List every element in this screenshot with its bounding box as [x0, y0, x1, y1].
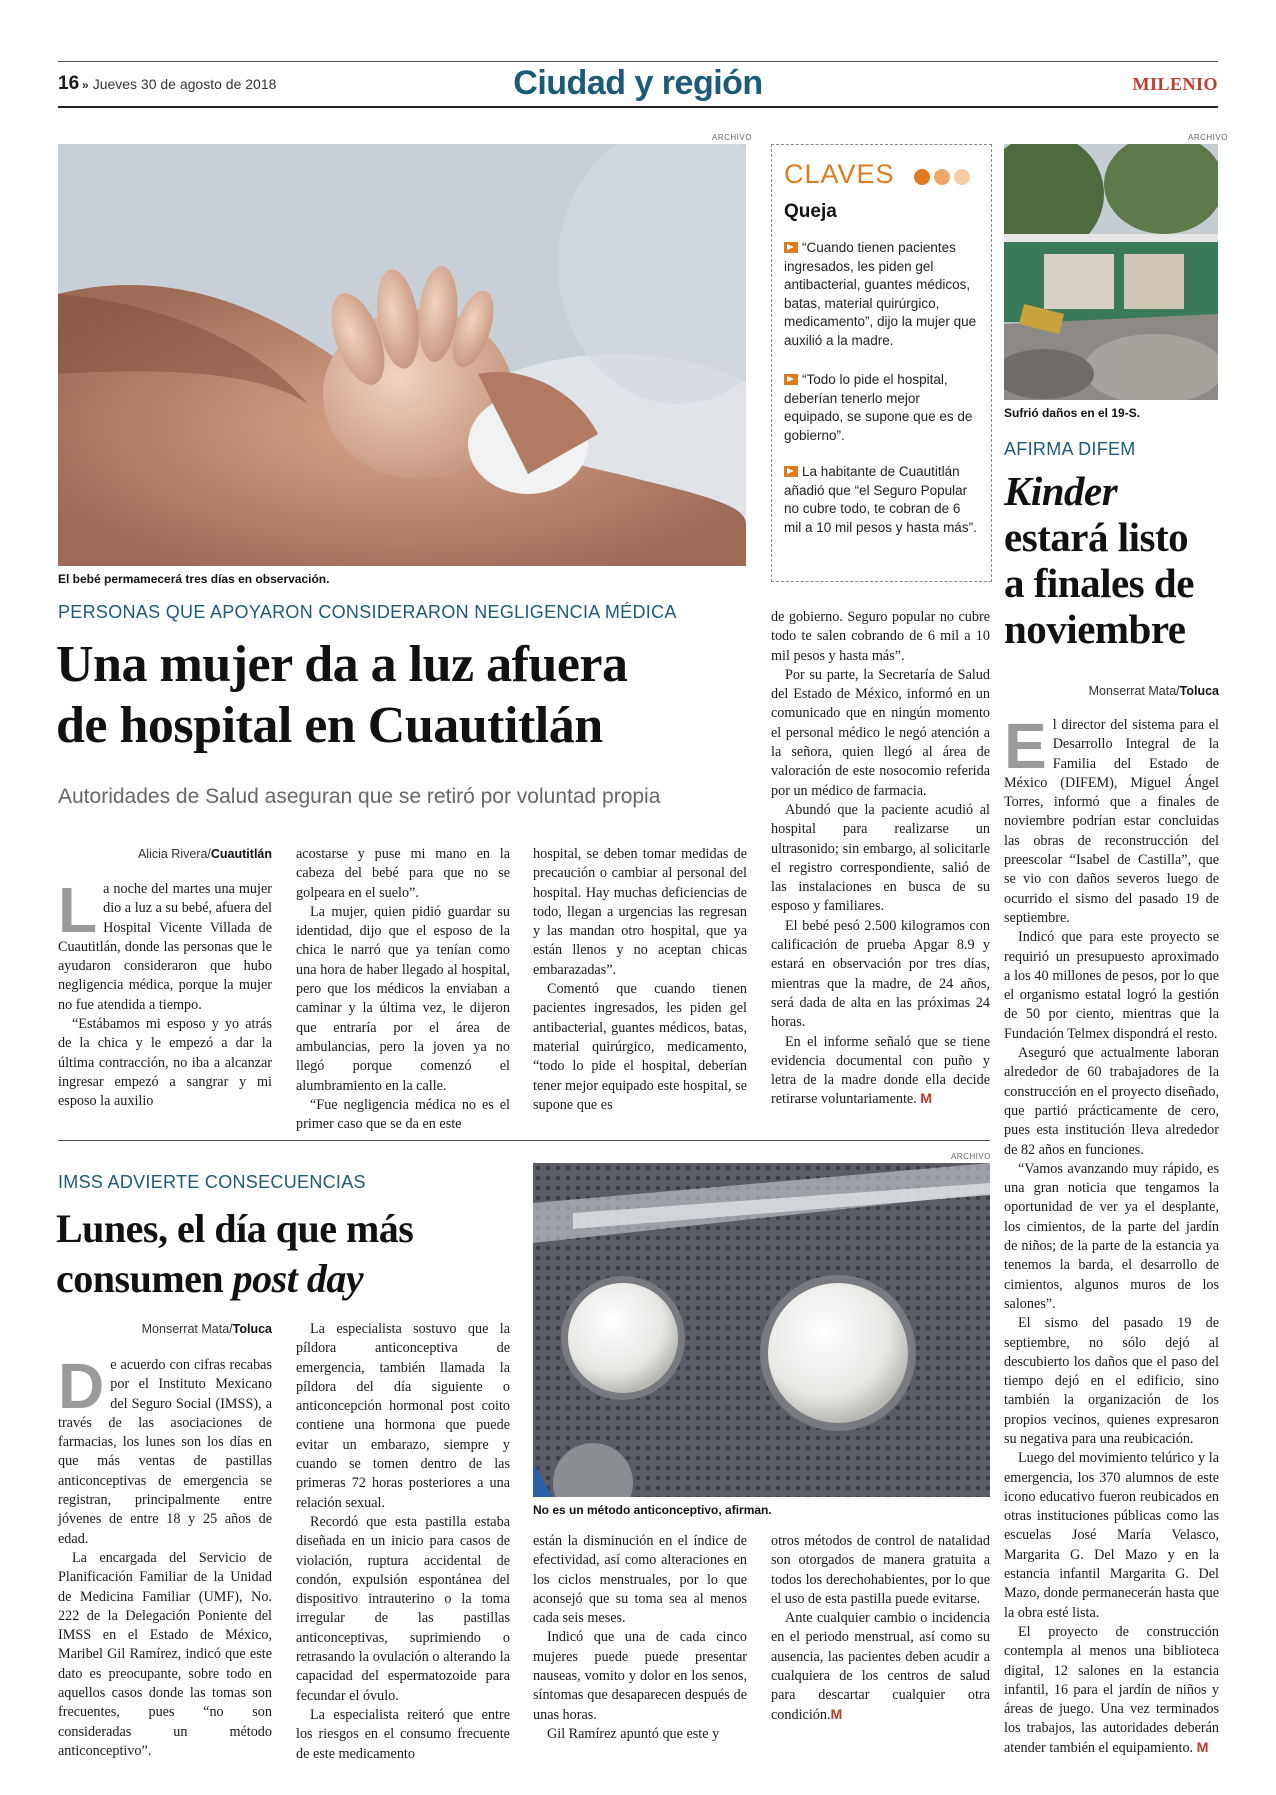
header-bottom-rule: [58, 106, 1218, 108]
main-headline-1: Una mujer da a luz afuera: [56, 636, 628, 693]
claves-item-2: “Todo lo pide el hospital, deberían tenerlo mejor equipado, se supone que es de gobierno”.: [784, 372, 973, 443]
section-title: Ciudad y región: [513, 64, 763, 102]
pills-photo-credit: ARCHIVO: [951, 1152, 991, 1161]
claves-title: CLAVES: [784, 159, 895, 189]
main-deck: Autoridades de Salud aseguran que se retiró por voluntad propia: [58, 785, 661, 808]
kinder-illustration: [1004, 144, 1218, 400]
pills-photo: [533, 1163, 990, 1497]
baby-hand-photo: [58, 144, 746, 566]
pills-photo-caption: No es un método anticonceptivo, afirman.: [533, 1503, 772, 1517]
article-separator: [58, 1140, 990, 1141]
chevron-right-icon: »: [82, 78, 89, 92]
pills-illustration: [533, 1163, 990, 1497]
main-kicker: PERSONAS QUE APOYARON CONSIDERARON NEGLIGENCIA MÉDICA: [58, 602, 677, 622]
postday-headline: [56, 1204, 516, 1304]
end-mark: M: [920, 1091, 933, 1108]
dot-icon: [914, 169, 930, 185]
dot-icon: [954, 169, 970, 185]
claves-subtitle: Queja: [784, 201, 837, 222]
baby-hand-illustration: [58, 144, 746, 566]
kinder-headline-2: estará listo: [1004, 514, 1189, 560]
postday-col-2: La especialista sostuvo que la píldora anticonceptiva de emergencia, también llamada la píldora del día siguiente o anticoncepción hormonal post coito contiene una hormona que puede evitar un embarazo, siempre y cuando se tomen dentro de las primeras 72 horas posteriores a una relación sexual. Recordó que esta pastilla estaba diseñada en un inicio para casos de violación, ruptura accidental de condón, expulsión espontánea del dispositivo intrauterino o la toma irregular de las pastillas anticonceptivas, suprimiendo o retrasando la ovulación o alterando la capacidad del espermatozoide para fecundar el óvulo. La especialista reiteró que entre los riesgos en el consumo frecuente de este medicamento: [296, 1321, 510, 1762]
kinder-headline-4: noviembre: [1004, 606, 1186, 652]
postday-col-1: De acuerdo con cifras recabas por el Instituto Mexicano del Seguro Social (IMSS), a través de las asociaciones de farmacias, los lunes son los días en que más ventas de pastillas anticonceptivas de emergencia se registran, principalmente entre jóvenes de entre 18 y 25 años de edad. La encargada del Servicio de Planificación Familiar de la Unidad de Medicina Familiar (UMF), No. 222 de la Delegación Poniente del IMSS en el Estado de México, Maribel Gil Ramírez, indicó que este dato es preocupante, sobre todo en aquellos casos donde las tomas son frecuentes, pues “no son consideradas un método anticonceptivo”.: [58, 1350, 272, 1759]
header-date-text: Jueves 30 de agosto de 2018: [92, 76, 277, 92]
drop-cap: E: [1004, 710, 1047, 782]
kinder-headline-1: Kinder: [1004, 468, 1118, 514]
drop-cap: D: [58, 1350, 105, 1422]
end-mark: M: [1196, 1739, 1209, 1756]
arrow-right-icon: [784, 242, 798, 253]
kinder-photo-credit: ARCHIVO: [1188, 133, 1228, 142]
end-mark: M: [830, 1706, 843, 1723]
main-photo-caption: El bebé permamecerá tres días en observación.: [58, 572, 330, 586]
header-top-rule: [58, 61, 1218, 62]
claves-header: [784, 159, 895, 190]
main-col-4: de gobierno. Seguro popular no cubre todo te salen cobrando de 6 mil a 10 mil pesos y hasta más”. Por su parte, la Secretaría de Salud del Estado de México, informó en un comunicado que en ningún momento el personal médico le negó atención a la señora, quien llegó al área de valoración de este nosocomio referida por un médico de farmacia. Abundó que la paciente acudió al hospital para realizarse un ultrasonido; sin embargo, al solicitarle el registro correspondiente, salió de las instalaciones en busca de su esposo y familiares. El bebé pesó 2.500 kilogramos con calificación de prueba Apgar 8.9 y estará en observación por tres días, mientras que la madre, de 24 años, será dada de alta en las próximas 24 horas. En el informe señaló que se tiene evidencia documental con puño y letra de la madre donde ella decide retirarse voluntariamente. M: [771, 609, 990, 1108]
claves-box: [771, 144, 992, 582]
claves-item-1: “Cuando tienen pacientes ingresados, les piden gel antibacterial, guantes médicos, batas, material quirúrgico, medicamento”, dijo la mujer que auxilió a la madre.: [784, 240, 977, 348]
postday-headline-2: consumen post day: [56, 1256, 364, 1301]
arrow-right-icon: [784, 374, 798, 385]
arrow-right-icon: [784, 466, 798, 477]
main-headline: [56, 634, 756, 756]
drop-cap: L: [58, 874, 98, 946]
postday-kicker: IMSS ADVIERTE CONSECUENCIAS: [58, 1172, 366, 1192]
kinder-headline: [1004, 468, 1219, 652]
postday-headline-1: Lunes, el día que más: [56, 1206, 414, 1251]
main-headline-2: de hospital en Cuautitlán: [56, 697, 603, 754]
photo-credit: ARCHIVO: [712, 133, 752, 142]
claves-item-3: La habitante de Cuautitlán añadió que “el Seguro Popular no cubre todo, te cobran de 6 mil a 10 mil pesos y hasta más”.: [784, 464, 977, 535]
dot-icon: [934, 169, 950, 185]
page-number: 16: [58, 73, 80, 94]
main-byline: Alicia Rivera/Cuautitlán: [137, 847, 272, 861]
main-col-2: acostarse y puse mi mano en la cabeza del bebé para que no se golpeara en el suelo”. La mujer, quien pidió guardar su identidad, dijo que el esposo de la chica le narró que ya tenían como una hora de haber llegado al hospital, pero que los médicos la enviaban a caminar y la última vez, le dijeron que entraría por el área de ambulancias, pero la joven ya no llegó porque comenzó el alumbramiento en la calle. “Fue negligencia médica no es el primer caso que se da en este: [296, 846, 510, 1133]
brand-logo: MILENIO: [1132, 74, 1218, 94]
main-col-3: hospital, se deben tomar medidas de precaución o cambiar al personal del hospital. Hay muchas deficiencias de todo, llegan a urgencias las regresan y las mandan otro hospital, que ya están llenos y no aceptan chicas embarazadas”. Comentó que cuando tienen pacientes ingresados, les piden gel antibacterial, guantes médicos, batas, material quirúrgico, medicamento, “todo lo pide el hospital, deberían tener mejor equipado este hospital, se supone que es: [533, 846, 747, 1113]
kinder-kicker: AFIRMA DIFEM: [1004, 439, 1136, 459]
kinder-byline: Monserrat Mata/Toluca: [1088, 684, 1219, 698]
kinder-body: El director del sistema para el Desarrollo Integral de la Familia del Estado de México (DIFEM), Miguel Ángel Torres, informó que a finales de noviembre podrían estar concluidas las obras de reconstrucción del preescolar “Isabel de Castilla”, que se vio con daños severos luego de ocurrido el sismo del pasado 19 de septiembre. Indicó que para este proyecto se requirió un presupuesto aproximado a los 40 millones de pesos, por lo que el organismo estatal logró la gestión de 50 por ciento, mientras que la Fundación Telmex dispondrá el resto. Aseguró que actualmente laboran alrededor de 60 trabajadores de la construcción en el proyecto diseñado, que partió prácticamente de cero, pues esta institución lleva alrededor de 82 años en funciones. “Vamos avanzando muy rápido, es una gran noticia que tengamos la oportunidad de ver ya el desplante, los cimientos, de la parte del jardín de niños; de la parte de la estancia ya tenemos la barda, el desarrollo de cimientos, algunos muros de los salones”. El sismo del pasado 19 de septiembre, no sólo dejó al descubierto los daños que el paso del tiempo dejó en el edificio, sino también la organización de los propios vecinos, quienes expresaron su negativa para una reubicación. Luego del movimiento telúrico y la emergencia, los 370 alumnos de este icono educativo fueron reubicados en otras instituciones públicas como las escuelas José María Velasco, Margarita G. Del Mazo y en la estancia infantil Margarita G. Del Mazo, donde permanecerán hasta que la obra esté lista. El proyecto de construcción contempla al menos una biblioteca digital, 12 salones en la estancia infantil, 16 para el jardín de niños y áreas de juego. Una vez terminados los trabajos, las autoridades deberán atender también el equipamiento. M: [1004, 710, 1219, 1756]
damaged-kinder-photo: [1004, 144, 1218, 400]
kinder-photo-caption: Sufrió daños en el 19-S.: [1004, 406, 1141, 420]
postday-col-3: están la disminución en el índice de efectividad, así como alteraciones en los ciclos menstruales, por lo que aconsejó que su toma sea al menos cada seis meses. Indicó que una de cada cinco mujeres puede puede presentar nauseas, vomito y dolor en los senos, síntomas que desaparecen después de unas horas. Gil Ramírez apuntó que este y: [533, 1533, 747, 1742]
claves-dots: [910, 169, 970, 190]
main-col-1: La noche del martes una mujer dio a luz a su bebé, afuera del Hospital Vicente Villada de Cuautitlán, donde las personas que le ayudaron consideraron que hubo negligencia médica, porque la mujer no fue atendida a tiempo. “Estábamos mi esposo y yo atrás de la chica y le empezó a dar la última contracción, no iba a alcanzar ingresar empezó a sangrar y mi esposo la auxilio: [58, 874, 272, 1110]
postday-col-4: otros métodos de control de natalidad son otorgados de manera gratuita a todos los derechohabientes, por lo que el uso de esta pastilla puede evitarse. Ante cualquier cambio o incidencia en el periodo menstrual, así como su ausencia, las pacientes deben acudir a cualquiera de los centros de salud para descartar cualquier otra condición.M: [771, 1533, 990, 1723]
postday-byline: Monserrat Mata/Toluca: [141, 1322, 272, 1336]
kinder-headline-3: a finales de: [1004, 560, 1194, 606]
